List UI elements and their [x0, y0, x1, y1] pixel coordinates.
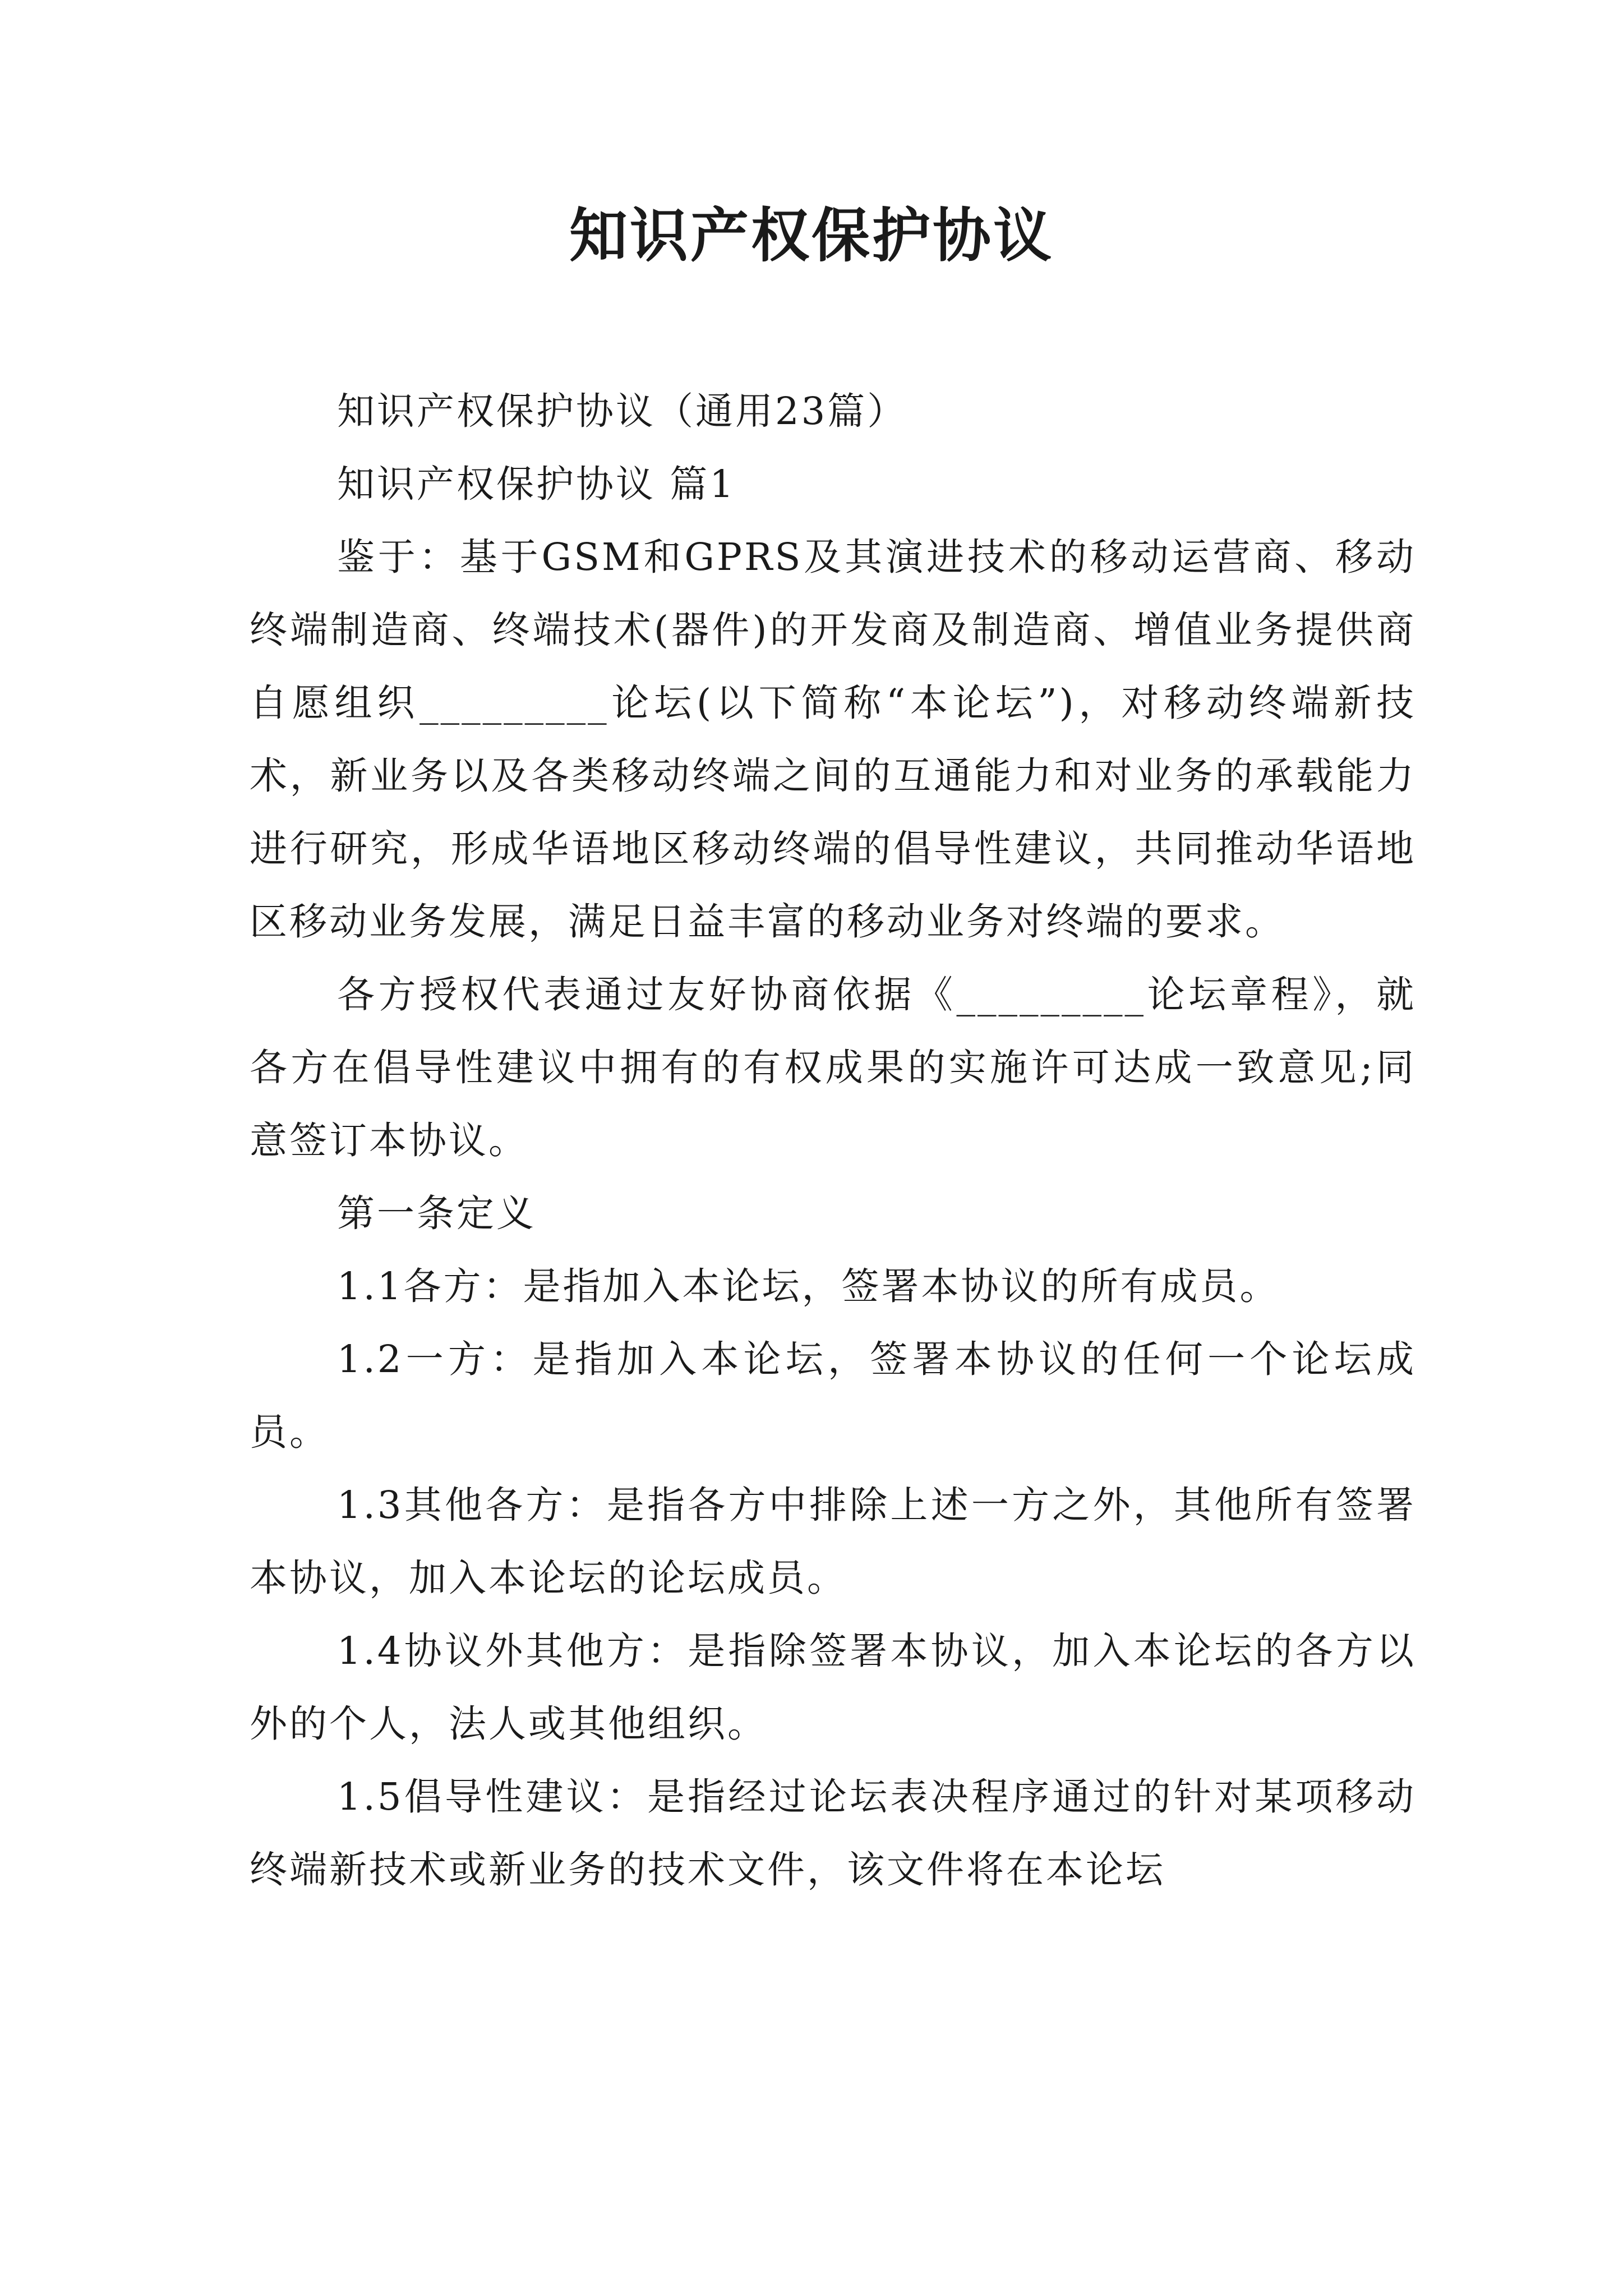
paragraph-recital: 鉴于：基于GSM和GPRS及其演进技术的移动运营商、移动终端制造商、终端技术(器件)的开发商及制造商、增值业务提供商自愿组织_________论坛(以下简称“本论坛”)，对移动终端新技术，新业务以及各类移动终端之间的互通能力和对业务的承载能力进行研究，形成华语地区移动终端的倡导性建议，共同推动华语地区移动业务发展，满足日益丰富的移动业务对终端的要求。 — [250, 535, 1416, 944]
document-title: 知识产权保护协议 — [569, 201, 1054, 270]
paragraph-agreement-basis: 各方授权代表通过友好协商依据《_________论坛章程》，就各方在倡导性建议中拥有的有权成果的实施许可达成一致意见;同意签订本协议。 — [250, 973, 1416, 1162]
document-body — [250, 375, 1416, 1906]
paragraph-subtitle: 知识产权保护协议（通用23篇） — [337, 389, 907, 433]
paragraph-clause-1-2: 1.2一方：是指加入本论坛，签署本协议的任何一个论坛成员。 — [250, 1337, 1416, 1454]
paragraph-section-heading: 知识产权保护协议 篇1 — [337, 462, 736, 506]
paragraph-clause-1-3: 1.3其他各方：是指各方中排除上述一方之外，其他所有签署本协议，加入本论坛的论坛成员。 — [250, 1483, 1416, 1600]
paragraph-clause-1-1: 1.1各方：是指加入本论坛，签署本协议的所有成员。 — [337, 1264, 1280, 1308]
paragraph-article-1-heading: 第一条定义 — [337, 1191, 536, 1235]
paragraph-clause-1-4: 1.4协议外其他方：是指除签署本协议，加入本论坛的各方以外的个人，法人或其他组织。 — [250, 1629, 1416, 1746]
paragraph-clause-1-5: 1.5倡导性建议：是指经过论坛表决程序通过的针对某项移动终端新技术或新业务的技术文件，该文件将在本论坛 — [250, 1775, 1416, 1892]
